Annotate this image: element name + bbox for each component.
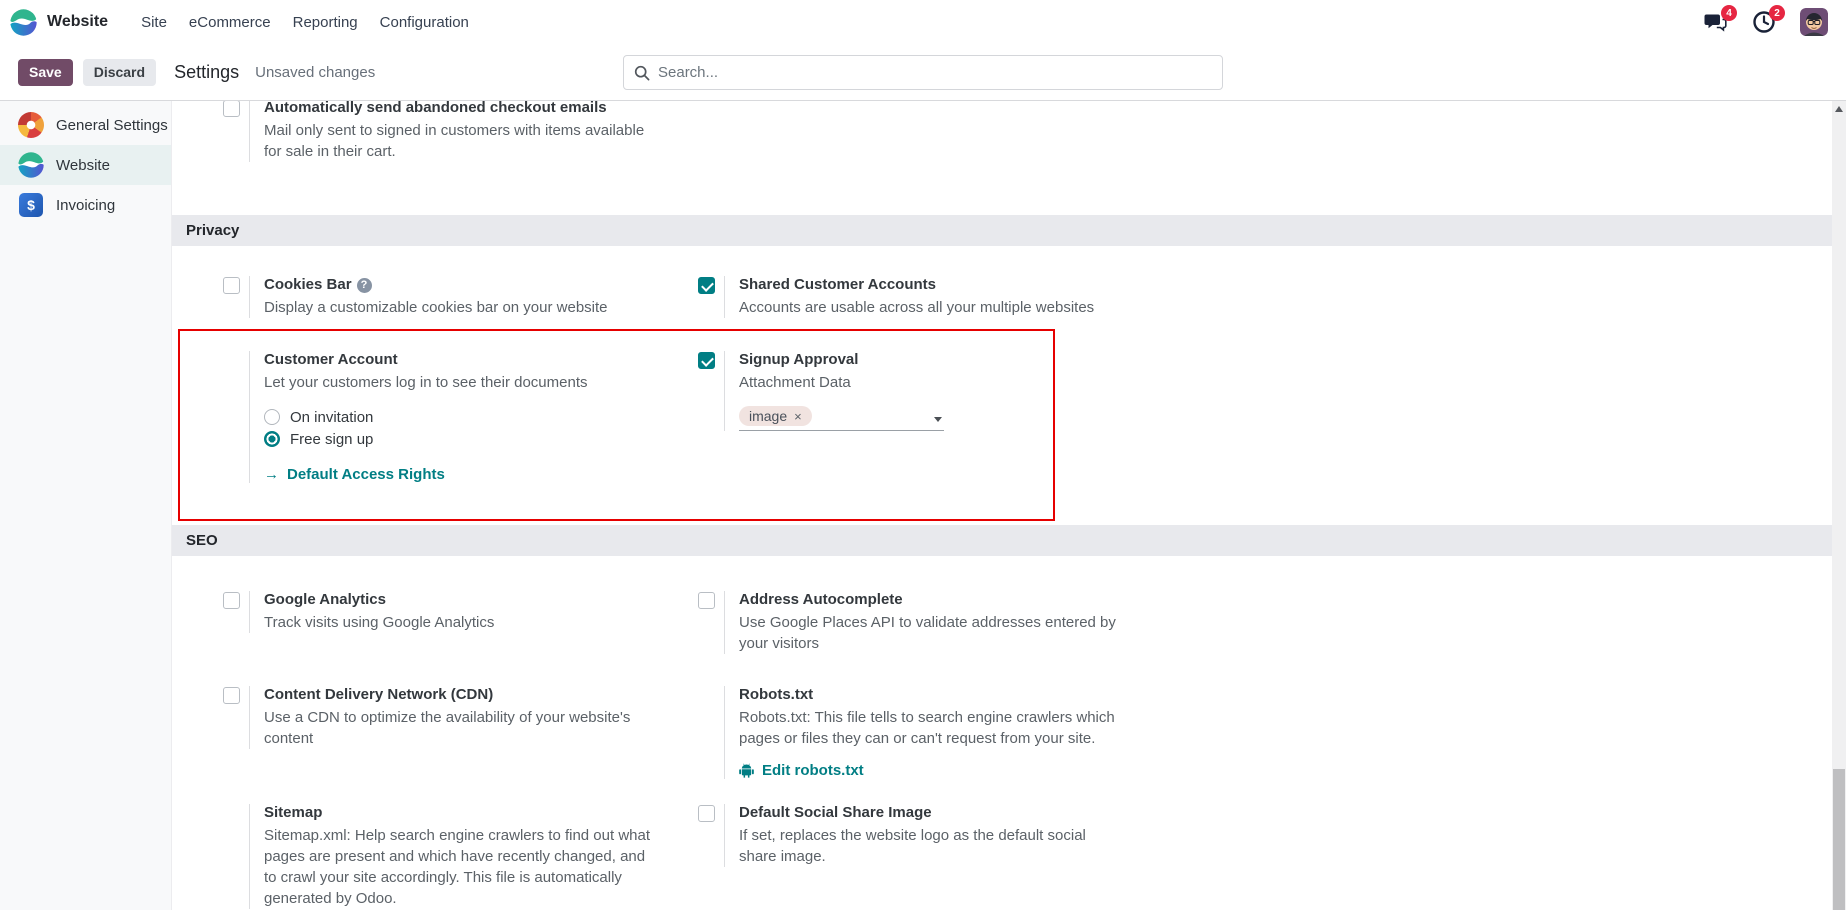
control-panel (0, 44, 1846, 101)
activities-button[interactable] (1752, 7, 1780, 34)
setting-signup-approval (698, 351, 1128, 431)
radio-on-invitation[interactable]: On invitation (264, 406, 653, 428)
setting-cookies-bar (223, 276, 653, 318)
search-bar[interactable] (623, 55, 1223, 90)
google-analytics-checkbox[interactable] (223, 592, 240, 609)
sidebar-item-invoicing[interactable] (0, 185, 171, 225)
help-icon[interactable]: ? (357, 278, 372, 293)
search-icon (634, 65, 650, 81)
setting-address-autocomplete (698, 591, 1128, 654)
setting-default-social-share-image (698, 804, 1114, 867)
setting-description: Display a customizable cookies bar on your website (264, 299, 608, 316)
setting-description: If set, replaces the website logo as the default social share image. (739, 827, 1086, 865)
setting-label: Address Autocomplete (739, 591, 903, 608)
menu-ecommerce[interactable]: eCommerce (188, 13, 271, 31)
scroll-up-arrow-icon[interactable] (1835, 106, 1843, 112)
setting-description: Sitemap.xml: Help search engine crawlers to find out what pages are present and which have recently changed, and to crawl your site accordingly. This file is automatically generated by Odoo. (264, 827, 651, 907)
setting-label: Content Delivery Network (CDN) (264, 686, 494, 703)
cdn-checkbox[interactable] (223, 687, 240, 704)
setting-description: Use Google Places API to validate addresses entered by your visitors (739, 614, 1116, 652)
website-app-icon[interactable] (10, 9, 37, 36)
setting-description: Let your customers log in to see their documents (264, 374, 588, 391)
activities-badge: 2 (1769, 5, 1785, 21)
setting-google-analytics (223, 591, 653, 633)
setting-description: Track visits using Google Analytics (264, 614, 495, 631)
attachment-data-label: Attachment Data (739, 374, 851, 391)
setting-label: Cookies Bar ? (264, 276, 653, 294)
sidebar-item-label: Invoicing (56, 196, 116, 214)
social-share-image-checkbox[interactable] (698, 805, 715, 822)
setting-description: Use a CDN to optimize the availability of your website's content (264, 709, 631, 747)
radio-selected-icon[interactable] (264, 431, 280, 447)
radio-free-sign-up[interactable]: Free sign up (264, 428, 653, 450)
setting-description: Robots.txt: This file tells to search engine crawlers which pages or files they can or can't request from your site. (739, 709, 1115, 747)
cookies-bar-checkbox[interactable] (223, 277, 240, 294)
main-menu (130, 8, 480, 37)
setting-label: Default Social Share Image (739, 804, 932, 821)
navbar-systray (1704, 8, 1828, 36)
vertical-scrollbar[interactable] (1832, 101, 1846, 910)
setting-label: Robots.txt (739, 686, 814, 703)
setting-label: Google Analytics (264, 591, 386, 608)
default-access-rights-link[interactable]: → Default Access Rights (264, 466, 445, 483)
invoicing-icon: $ (18, 192, 44, 218)
sidebar-item-website[interactable] (0, 145, 171, 185)
edit-robots-link[interactable]: Edit robots.txt (739, 762, 1128, 779)
sidebar-item-label: Website (56, 156, 110, 174)
messages-badge: 4 (1721, 5, 1737, 21)
setting-label: Shared Customer Accounts (739, 276, 936, 293)
arrow-right-icon: → (264, 466, 279, 483)
customer-account-radio-group (264, 406, 653, 450)
app-brand[interactable]: Website (47, 13, 109, 30)
sidebar-item-label: General Settings (56, 116, 168, 134)
tag-remove-icon[interactable]: × (794, 408, 802, 424)
attachment-data-field[interactable] (739, 406, 944, 431)
signup-approval-checkbox[interactable] (698, 352, 715, 369)
robot-icon (739, 763, 754, 778)
save-button[interactable]: Save (18, 59, 73, 86)
user-avatar[interactable] (1800, 8, 1828, 36)
section-header-privacy: Privacy (172, 215, 1832, 246)
setting-cdn (223, 686, 653, 749)
settings-content (172, 101, 1832, 910)
page-title: Settings (174, 61, 240, 82)
setting-sitemap (223, 804, 661, 909)
setting-robots-txt (698, 686, 1128, 779)
top-navbar (0, 0, 1846, 44)
unsaved-changes-status: Unsaved changes (255, 63, 376, 81)
address-autocomplete-checkbox[interactable] (698, 592, 715, 609)
section-header-seo: SEO (172, 525, 1832, 556)
abandoned-checkout-checkbox[interactable] (223, 101, 240, 117)
menu-reporting[interactable]: Reporting (292, 13, 358, 31)
setting-label: Customer Account (264, 351, 398, 368)
setting-customer-account (223, 351, 653, 483)
website-icon (18, 152, 44, 178)
search-input[interactable] (658, 64, 1212, 81)
setting-description: Mail only sent to signed in customers with items available for sale in their cart. (264, 122, 645, 160)
setting-label: Sitemap (264, 804, 323, 821)
setting-abandoned-checkout-emails (223, 101, 653, 162)
radio-icon[interactable] (264, 409, 280, 425)
setting-description: Accounts are usable across all your multiple websites (739, 299, 1095, 316)
tag-image[interactable]: image × (739, 406, 812, 426)
setting-label: Signup Approval (739, 351, 859, 368)
settings-sidebar (0, 101, 172, 910)
discard-button[interactable]: Discard (83, 59, 156, 86)
menu-site[interactable]: Site (141, 13, 167, 31)
menu-configuration[interactable]: Configuration (379, 13, 469, 31)
scrollbar-thumb[interactable] (1833, 769, 1845, 910)
setting-label: Automatically send abandoned checkout emails (264, 101, 607, 116)
sidebar-item-general-settings[interactable] (0, 105, 171, 145)
setting-shared-customer-accounts (698, 276, 1154, 318)
shared-accounts-checkbox[interactable] (698, 277, 715, 294)
messages-button[interactable] (1704, 7, 1732, 34)
dropdown-caret-icon[interactable] (934, 417, 942, 422)
general-settings-icon (18, 112, 44, 138)
